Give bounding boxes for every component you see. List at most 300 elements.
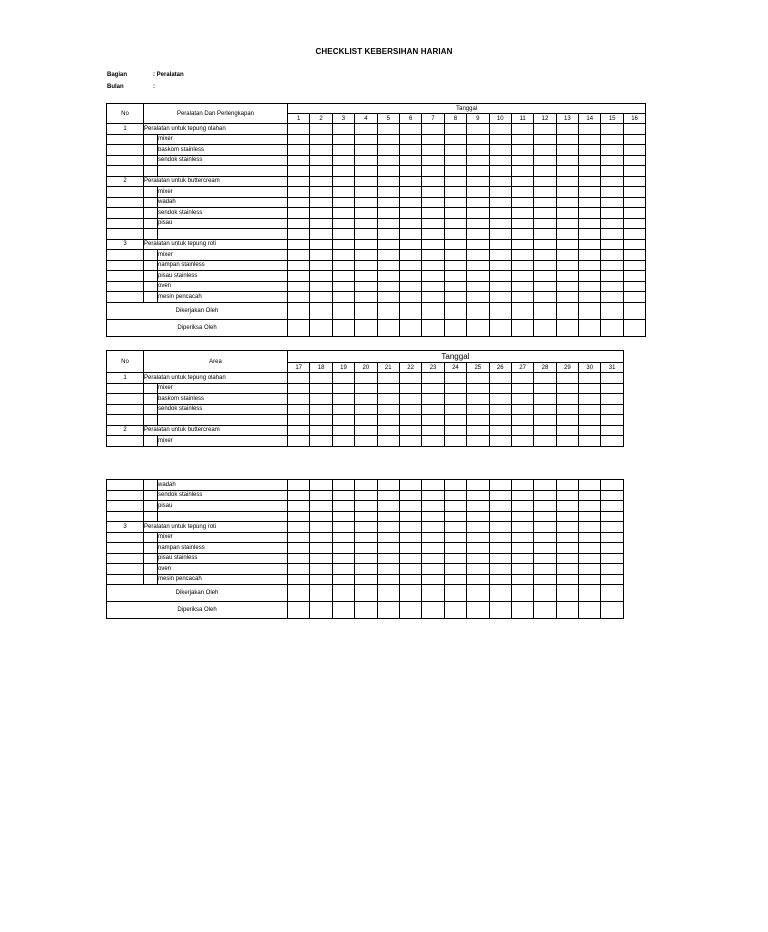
check-cell[interactable] — [467, 176, 489, 187]
check-cell[interactable] — [444, 522, 466, 533]
check-cell[interactable] — [332, 373, 354, 384]
check-cell[interactable] — [399, 166, 421, 177]
check-cell[interactable] — [422, 187, 444, 198]
check-cell[interactable] — [332, 145, 354, 156]
check-cell[interactable] — [534, 511, 556, 522]
check-cell[interactable] — [422, 176, 444, 187]
check-cell[interactable] — [579, 425, 601, 436]
check-cell[interactable] — [534, 250, 556, 261]
check-cell[interactable] — [511, 176, 533, 187]
check-cell[interactable] — [355, 480, 377, 491]
signature-cell[interactable] — [534, 302, 556, 319]
check-cell[interactable] — [556, 490, 578, 501]
check-cell[interactable] — [399, 208, 421, 219]
check-cell[interactable] — [399, 415, 421, 426]
check-cell[interactable] — [556, 134, 578, 145]
check-cell[interactable] — [601, 404, 623, 415]
check-cell[interactable] — [332, 155, 354, 166]
check-cell[interactable] — [288, 553, 310, 564]
check-cell[interactable] — [310, 511, 332, 522]
check-cell[interactable] — [467, 501, 489, 512]
check-cell[interactable] — [399, 564, 421, 575]
check-cell[interactable] — [601, 197, 623, 208]
check-cell[interactable] — [579, 490, 601, 501]
check-cell[interactable] — [399, 480, 421, 491]
check-cell[interactable] — [422, 155, 444, 166]
check-cell[interactable] — [489, 394, 511, 405]
check-cell[interactable] — [601, 501, 623, 512]
check-cell[interactable] — [422, 229, 444, 240]
check-cell[interactable] — [623, 134, 645, 145]
check-cell[interactable] — [355, 532, 377, 543]
check-cell[interactable] — [623, 260, 645, 271]
check-cell[interactable] — [623, 155, 645, 166]
signature-cell[interactable] — [310, 319, 332, 336]
check-cell[interactable] — [288, 501, 310, 512]
check-cell[interactable] — [534, 436, 556, 447]
check-cell[interactable] — [534, 208, 556, 219]
check-cell[interactable] — [601, 415, 623, 426]
check-cell[interactable] — [377, 383, 399, 394]
check-cell[interactable] — [489, 574, 511, 585]
check-cell[interactable] — [288, 187, 310, 198]
check-cell[interactable] — [579, 564, 601, 575]
check-cell[interactable] — [355, 394, 377, 405]
check-cell[interactable] — [332, 208, 354, 219]
signature-cell[interactable] — [444, 302, 466, 319]
check-cell[interactable] — [489, 250, 511, 261]
check-cell[interactable] — [467, 543, 489, 554]
check-cell[interactable] — [377, 134, 399, 145]
check-cell[interactable] — [355, 404, 377, 415]
check-cell[interactable] — [355, 187, 377, 198]
check-cell[interactable] — [601, 166, 623, 177]
check-cell[interactable] — [579, 166, 601, 177]
check-cell[interactable] — [579, 239, 601, 250]
check-cell[interactable] — [601, 480, 623, 491]
check-cell[interactable] — [332, 501, 354, 512]
check-cell[interactable] — [579, 480, 601, 491]
check-cell[interactable] — [467, 281, 489, 292]
check-cell[interactable] — [444, 501, 466, 512]
check-cell[interactable] — [332, 480, 354, 491]
check-cell[interactable] — [489, 436, 511, 447]
check-cell[interactable] — [355, 176, 377, 187]
check-cell[interactable] — [579, 208, 601, 219]
check-cell[interactable] — [601, 543, 623, 554]
check-cell[interactable] — [467, 511, 489, 522]
check-cell[interactable] — [355, 373, 377, 384]
check-cell[interactable] — [377, 260, 399, 271]
check-cell[interactable] — [399, 394, 421, 405]
check-cell[interactable] — [377, 532, 399, 543]
check-cell[interactable] — [332, 229, 354, 240]
check-cell[interactable] — [489, 480, 511, 491]
check-cell[interactable] — [623, 145, 645, 156]
check-cell[interactable] — [422, 522, 444, 533]
check-cell[interactable] — [534, 501, 556, 512]
check-cell[interactable] — [489, 292, 511, 303]
check-cell[interactable] — [601, 218, 623, 229]
check-cell[interactable] — [534, 564, 556, 575]
check-cell[interactable] — [489, 271, 511, 282]
check-cell[interactable] — [399, 543, 421, 554]
check-cell[interactable] — [422, 260, 444, 271]
check-cell[interactable] — [489, 404, 511, 415]
signature-cell[interactable] — [601, 602, 623, 619]
signature-cell[interactable] — [422, 302, 444, 319]
check-cell[interactable] — [332, 218, 354, 229]
check-cell[interactable] — [556, 415, 578, 426]
check-cell[interactable] — [310, 124, 332, 135]
check-cell[interactable] — [355, 553, 377, 564]
check-cell[interactable] — [601, 145, 623, 156]
check-cell[interactable] — [310, 480, 332, 491]
check-cell[interactable] — [399, 218, 421, 229]
check-cell[interactable] — [310, 404, 332, 415]
check-cell[interactable] — [534, 404, 556, 415]
signature-cell[interactable] — [310, 585, 332, 602]
signature-cell[interactable] — [579, 602, 601, 619]
check-cell[interactable] — [399, 425, 421, 436]
signature-cell[interactable] — [355, 585, 377, 602]
check-cell[interactable] — [377, 394, 399, 405]
check-cell[interactable] — [310, 415, 332, 426]
check-cell[interactable] — [355, 436, 377, 447]
check-cell[interactable] — [556, 239, 578, 250]
check-cell[interactable] — [288, 394, 310, 405]
check-cell[interactable] — [511, 124, 533, 135]
check-cell[interactable] — [601, 260, 623, 271]
check-cell[interactable] — [444, 145, 466, 156]
check-cell[interactable] — [377, 574, 399, 585]
check-cell[interactable] — [534, 522, 556, 533]
check-cell[interactable] — [601, 187, 623, 198]
check-cell[interactable] — [556, 404, 578, 415]
check-cell[interactable] — [623, 166, 645, 177]
check-cell[interactable] — [444, 197, 466, 208]
check-cell[interactable] — [489, 208, 511, 219]
check-cell[interactable] — [310, 166, 332, 177]
check-cell[interactable] — [422, 166, 444, 177]
check-cell[interactable] — [399, 404, 421, 415]
check-cell[interactable] — [444, 134, 466, 145]
check-cell[interactable] — [601, 176, 623, 187]
check-cell[interactable] — [332, 250, 354, 261]
check-cell[interactable] — [355, 260, 377, 271]
signature-cell[interactable] — [377, 302, 399, 319]
check-cell[interactable] — [623, 271, 645, 282]
check-cell[interactable] — [332, 574, 354, 585]
check-cell[interactable] — [467, 436, 489, 447]
check-cell[interactable] — [556, 145, 578, 156]
check-cell[interactable] — [399, 176, 421, 187]
check-cell[interactable] — [489, 373, 511, 384]
check-cell[interactable] — [332, 271, 354, 282]
check-cell[interactable] — [332, 197, 354, 208]
check-cell[interactable] — [399, 511, 421, 522]
check-cell[interactable] — [310, 260, 332, 271]
check-cell[interactable] — [355, 292, 377, 303]
check-cell[interactable] — [444, 176, 466, 187]
check-cell[interactable] — [579, 197, 601, 208]
check-cell[interactable] — [310, 425, 332, 436]
check-cell[interactable] — [355, 271, 377, 282]
check-cell[interactable] — [422, 292, 444, 303]
check-cell[interactable] — [399, 124, 421, 135]
check-cell[interactable] — [422, 394, 444, 405]
signature-cell[interactable] — [332, 302, 354, 319]
check-cell[interactable] — [288, 208, 310, 219]
check-cell[interactable] — [534, 218, 556, 229]
check-cell[interactable] — [467, 134, 489, 145]
check-cell[interactable] — [310, 543, 332, 554]
check-cell[interactable] — [399, 187, 421, 198]
signature-cell[interactable] — [422, 602, 444, 619]
check-cell[interactable] — [377, 480, 399, 491]
check-cell[interactable] — [310, 490, 332, 501]
check-cell[interactable] — [444, 383, 466, 394]
check-cell[interactable] — [511, 543, 533, 554]
check-cell[interactable] — [310, 176, 332, 187]
check-cell[interactable] — [489, 197, 511, 208]
check-cell[interactable] — [556, 292, 578, 303]
check-cell[interactable] — [534, 176, 556, 187]
check-cell[interactable] — [310, 197, 332, 208]
check-cell[interactable] — [556, 394, 578, 405]
check-cell[interactable] — [310, 532, 332, 543]
check-cell[interactable] — [556, 218, 578, 229]
check-cell[interactable] — [444, 564, 466, 575]
check-cell[interactable] — [601, 532, 623, 543]
signature-cell[interactable] — [288, 302, 310, 319]
check-cell[interactable] — [601, 124, 623, 135]
check-cell[interactable] — [422, 490, 444, 501]
check-cell[interactable] — [422, 218, 444, 229]
signature-cell[interactable] — [511, 319, 533, 336]
check-cell[interactable] — [422, 124, 444, 135]
check-cell[interactable] — [288, 145, 310, 156]
check-cell[interactable] — [399, 134, 421, 145]
check-cell[interactable] — [579, 415, 601, 426]
signature-cell[interactable] — [467, 602, 489, 619]
check-cell[interactable] — [556, 187, 578, 198]
check-cell[interactable] — [489, 425, 511, 436]
check-cell[interactable] — [399, 155, 421, 166]
check-cell[interactable] — [377, 250, 399, 261]
check-cell[interactable] — [467, 145, 489, 156]
check-cell[interactable] — [467, 383, 489, 394]
signature-cell[interactable] — [355, 602, 377, 619]
check-cell[interactable] — [310, 394, 332, 405]
check-cell[interactable] — [579, 187, 601, 198]
check-cell[interactable] — [377, 425, 399, 436]
check-cell[interactable] — [399, 532, 421, 543]
check-cell[interactable] — [288, 281, 310, 292]
check-cell[interactable] — [623, 208, 645, 219]
check-cell[interactable] — [467, 271, 489, 282]
check-cell[interactable] — [556, 250, 578, 261]
check-cell[interactable] — [579, 271, 601, 282]
check-cell[interactable] — [489, 522, 511, 533]
check-cell[interactable] — [556, 124, 578, 135]
check-cell[interactable] — [534, 229, 556, 240]
check-cell[interactable] — [489, 124, 511, 135]
check-cell[interactable] — [422, 145, 444, 156]
check-cell[interactable] — [534, 239, 556, 250]
check-cell[interactable] — [511, 436, 533, 447]
check-cell[interactable] — [399, 501, 421, 512]
check-cell[interactable] — [310, 145, 332, 156]
check-cell[interactable] — [556, 197, 578, 208]
signature-cell[interactable] — [288, 602, 310, 619]
check-cell[interactable] — [556, 373, 578, 384]
check-cell[interactable] — [399, 229, 421, 240]
check-cell[interactable] — [288, 425, 310, 436]
signature-cell[interactable] — [556, 585, 578, 602]
check-cell[interactable] — [601, 373, 623, 384]
check-cell[interactable] — [489, 187, 511, 198]
check-cell[interactable] — [556, 166, 578, 177]
check-cell[interactable] — [601, 511, 623, 522]
check-cell[interactable] — [422, 281, 444, 292]
check-cell[interactable] — [288, 404, 310, 415]
check-cell[interactable] — [288, 260, 310, 271]
check-cell[interactable] — [579, 260, 601, 271]
check-cell[interactable] — [467, 425, 489, 436]
check-cell[interactable] — [601, 383, 623, 394]
check-cell[interactable] — [467, 553, 489, 564]
check-cell[interactable] — [556, 176, 578, 187]
check-cell[interactable] — [399, 197, 421, 208]
check-cell[interactable] — [489, 239, 511, 250]
check-cell[interactable] — [467, 404, 489, 415]
check-cell[interactable] — [579, 532, 601, 543]
check-cell[interactable] — [288, 511, 310, 522]
check-cell[interactable] — [489, 383, 511, 394]
check-cell[interactable] — [534, 543, 556, 554]
check-cell[interactable] — [377, 218, 399, 229]
check-cell[interactable] — [511, 373, 533, 384]
check-cell[interactable] — [467, 260, 489, 271]
check-cell[interactable] — [444, 425, 466, 436]
check-cell[interactable] — [623, 292, 645, 303]
check-cell[interactable] — [288, 415, 310, 426]
check-cell[interactable] — [556, 574, 578, 585]
check-cell[interactable] — [556, 480, 578, 491]
check-cell[interactable] — [332, 490, 354, 501]
check-cell[interactable] — [377, 124, 399, 135]
check-cell[interactable] — [511, 250, 533, 261]
check-cell[interactable] — [355, 229, 377, 240]
signature-cell[interactable] — [310, 602, 332, 619]
check-cell[interactable] — [355, 574, 377, 585]
check-cell[interactable] — [377, 564, 399, 575]
check-cell[interactable] — [623, 124, 645, 135]
check-cell[interactable] — [489, 166, 511, 177]
check-cell[interactable] — [422, 134, 444, 145]
check-cell[interactable] — [377, 155, 399, 166]
check-cell[interactable] — [511, 197, 533, 208]
check-cell[interactable] — [444, 543, 466, 554]
check-cell[interactable] — [310, 239, 332, 250]
check-cell[interactable] — [444, 436, 466, 447]
check-cell[interactable] — [355, 145, 377, 156]
check-cell[interactable] — [556, 511, 578, 522]
check-cell[interactable] — [332, 394, 354, 405]
check-cell[interactable] — [310, 522, 332, 533]
check-cell[interactable] — [489, 145, 511, 156]
check-cell[interactable] — [534, 574, 556, 585]
signature-cell[interactable] — [579, 302, 601, 319]
check-cell[interactable] — [332, 564, 354, 575]
signature-cell[interactable] — [534, 602, 556, 619]
check-cell[interactable] — [377, 176, 399, 187]
check-cell[interactable] — [511, 404, 533, 415]
check-cell[interactable] — [579, 218, 601, 229]
check-cell[interactable] — [534, 490, 556, 501]
check-cell[interactable] — [355, 522, 377, 533]
check-cell[interactable] — [511, 145, 533, 156]
check-cell[interactable] — [288, 124, 310, 135]
check-cell[interactable] — [310, 373, 332, 384]
check-cell[interactable] — [467, 415, 489, 426]
check-cell[interactable] — [310, 436, 332, 447]
check-cell[interactable] — [489, 218, 511, 229]
signature-cell[interactable] — [288, 585, 310, 602]
check-cell[interactable] — [288, 176, 310, 187]
check-cell[interactable] — [332, 543, 354, 554]
check-cell[interactable] — [601, 394, 623, 405]
check-cell[interactable] — [444, 271, 466, 282]
check-cell[interactable] — [467, 480, 489, 491]
check-cell[interactable] — [422, 208, 444, 219]
check-cell[interactable] — [601, 522, 623, 533]
check-cell[interactable] — [377, 145, 399, 156]
check-cell[interactable] — [288, 436, 310, 447]
check-cell[interactable] — [556, 532, 578, 543]
check-cell[interactable] — [444, 490, 466, 501]
check-cell[interactable] — [332, 383, 354, 394]
check-cell[interactable] — [601, 208, 623, 219]
check-cell[interactable] — [399, 574, 421, 585]
check-cell[interactable] — [511, 155, 533, 166]
check-cell[interactable] — [399, 436, 421, 447]
signature-cell[interactable] — [623, 302, 645, 319]
signature-cell[interactable] — [623, 319, 645, 336]
check-cell[interactable] — [489, 134, 511, 145]
check-cell[interactable] — [355, 543, 377, 554]
check-cell[interactable] — [444, 124, 466, 135]
check-cell[interactable] — [511, 187, 533, 198]
check-cell[interactable] — [511, 166, 533, 177]
check-cell[interactable] — [489, 281, 511, 292]
check-cell[interactable] — [601, 250, 623, 261]
check-cell[interactable] — [467, 394, 489, 405]
check-cell[interactable] — [556, 543, 578, 554]
check-cell[interactable] — [511, 532, 533, 543]
check-cell[interactable] — [534, 373, 556, 384]
check-cell[interactable] — [377, 373, 399, 384]
check-cell[interactable] — [310, 218, 332, 229]
check-cell[interactable] — [288, 197, 310, 208]
check-cell[interactable] — [422, 197, 444, 208]
check-cell[interactable] — [467, 239, 489, 250]
check-cell[interactable] — [288, 239, 310, 250]
signature-cell[interactable] — [601, 585, 623, 602]
check-cell[interactable] — [444, 218, 466, 229]
check-cell[interactable] — [310, 155, 332, 166]
